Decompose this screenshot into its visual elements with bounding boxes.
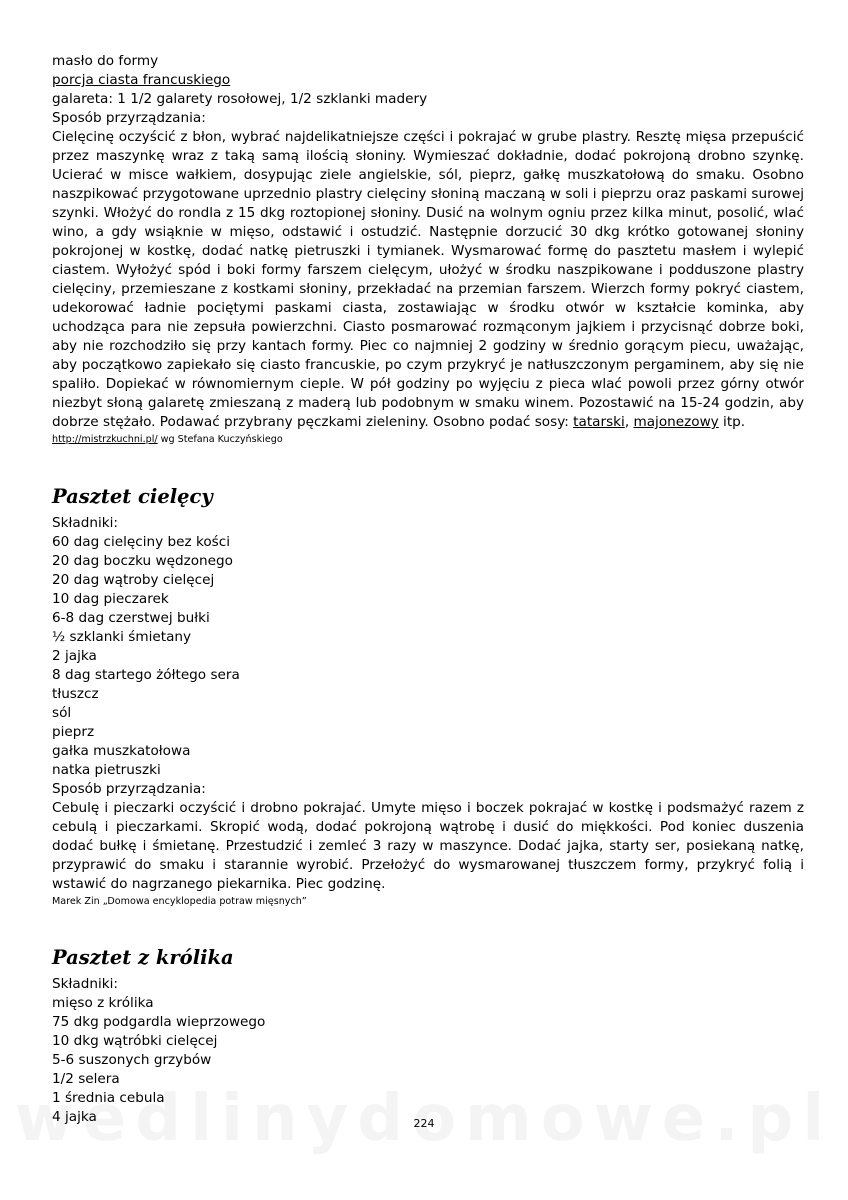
ingredient-item: 4 jajka [52,1109,97,1125]
source-citation: Marek Zin „Domowa encyklopedia potraw mięsnych” [52,896,307,907]
ingredient-item: tłuszcz [52,686,99,702]
recipe-title: Pasztet cielęcy [52,485,213,508]
method-label: Sposób przyrządzania: [52,781,206,797]
ingredient-item: 10 dkg wątróbki cielęcej [52,1033,218,1049]
ingredient-item: 75 dkg podgardla wieprzowego [52,1014,266,1030]
ingredient-item: natka pietruszki [52,762,161,778]
ingredient-item: 6-8 dag czerstwej bułki [52,610,210,626]
method-text: Cielęcinę oczyścić z błon, wybrać najdelikatniejsze części i pokrajać w grube plastry. Resztę mięsa przepuścić przez maszynkę wraz z taką samą ilością słoniny. Wymieszać dokładnie, dodać pokrojoną drobno szynkę. Ucierać w misce wałkiem, dosypując ziele angielskie, sól, pieprz, gałkę muszkatołową do smaku. Osobno naszpikować przygotowane uprzednio plastry cielęciny słoniną maczaną w soli i pieprzu oraz paskami surowej szynki. Włożyć do rondla z 15 dkg roztopionej słoniny. Dusić na wolnym ogniu przez kilka minut, posolić, wlać wino, a gdy wsiąknie w mięso, odstawić i ostudzić. Następnie dorzucić 30 dkg krótko gotowanej słoniny pokrojonej w kostkę, dodać natkę pietruszki i tymianek. Wysmarować formę do pasztetu masłem i wylepić ciastem. Wyłożyć spód i boki formy farszem cielęcym, ułożyć w środku naszpikowane i podduszone plastry cielęciny, przemieszane z kostkami słoniny, przekładać na przemian farszem. Wierzch formy pokryć ciastem, udekorować ładnie pociętymi paskami ciasta, zostawiając w środku otwór w kształcie kominka, aby uchodząca para nie zepsuła powierzchni. Ciasto posmarować rozmąconym jajkiem i przycisnąć dobrze boki, aby nie rozchodziło się przy kantach formy. Piec co najmniej 2 godziny w średnio gorącym piecu, uważając, aby początkowo zapiekało się ciasto francuskie, po czym przykryć je natłuszczonym pergaminem, aby się nie spaliło. Dopiekać w równomiernym cieple. W pół godziny po wyjęciu z pieca wlać powoli przez górny otwór niezbyt słoną galaretę zmieszaną z maderą lub podobnym w smaku winem. Pozostawić na 15-24 godzin, aby dobrze stężało. Podawać przybrany pęczkami zieleniny. Osobno podać sosy: [52,129,804,430]
ingredient-item: 1 średnia cebula [52,1090,165,1106]
ingredient-item: 8 dag startego żółtego sera [52,667,240,683]
recipe-pasztet-z-krolika [52,945,804,1127]
source-author: wg Stefana Kuczyńskiego [157,434,283,445]
tatarski-link[interactable]: tatarski [573,414,625,430]
ingredient-item: 5-6 suszonych grzybów [52,1052,212,1068]
source-url-link[interactable]: http://mistrzkuchni.pl/ [52,434,158,445]
ingredient-item: sól [52,705,72,721]
ingredient-item: 20 dag wątroby cielęcej [52,572,215,588]
ingredients-list [52,533,804,780]
ingredient-item: 10 dag pieczarek [52,591,169,607]
method-paragraph [52,128,804,432]
ingredient-item: mięso z królika [52,995,154,1011]
ingredient-link[interactable]: porcja ciasta francuskiego [52,72,231,88]
ingredient-item: 1/2 selera [52,1071,120,1087]
method-end: itp. [718,414,746,430]
ingredient-item: pieprz [52,724,95,740]
ingredient-item: 60 dag cielęciny bez kości [52,534,230,550]
majonezowy-link[interactable]: majonezowy [633,414,719,430]
ingredient-line: masło do formy [52,53,159,69]
ingredients-label: Składniki: [52,976,118,992]
ingredient-line: galareta: 1 1/2 galarety rosołowej, 1/2 szklanki madery [52,91,428,107]
recipe-title: Pasztet z królika [52,946,234,969]
ingredients-list [52,994,804,1127]
method-paragraph: Cebulę i pieczarki oczyścić i drobno pokrajać. Umyte mięso i boczek pokrajać w kostkę i podsmażyć razem z cebulą i pieczarkami. Skropić wodą, dodać pokrojoną wątrobę i dusić do miękkości. Pod koniec duszenia dodać bułkę i śmietanę. Przestudzić i zemleć 3 razy w maszynce. Dodać jajka, starty ser, posiekaną natkę, przyprawić do smaku i starannie wyrobić. Przełożyć do wysmarowanej tłuszczem formy, przykryć folią i wstawić do nagrzanego piekarnika. Piec godzinę. [52,800,804,892]
comma: , [624,414,630,430]
previous-recipe-continuation [52,52,804,447]
ingredient-item: 2 jajka [52,648,97,664]
page-number: 224 [413,1117,435,1130]
ingredient-item: 20 dag boczku wędzonego [52,553,233,569]
ingredient-item: gałka muszkatołowa [52,743,191,759]
document-page [52,52,804,1127]
recipe-pasztet-cielecy [52,484,804,909]
ingredients-label: Składniki: [52,515,118,531]
ingredient-item: ½ szklanki śmietany [52,629,192,645]
source-citation [52,433,804,447]
method-label: Sposób przyrządzania: [52,110,206,126]
